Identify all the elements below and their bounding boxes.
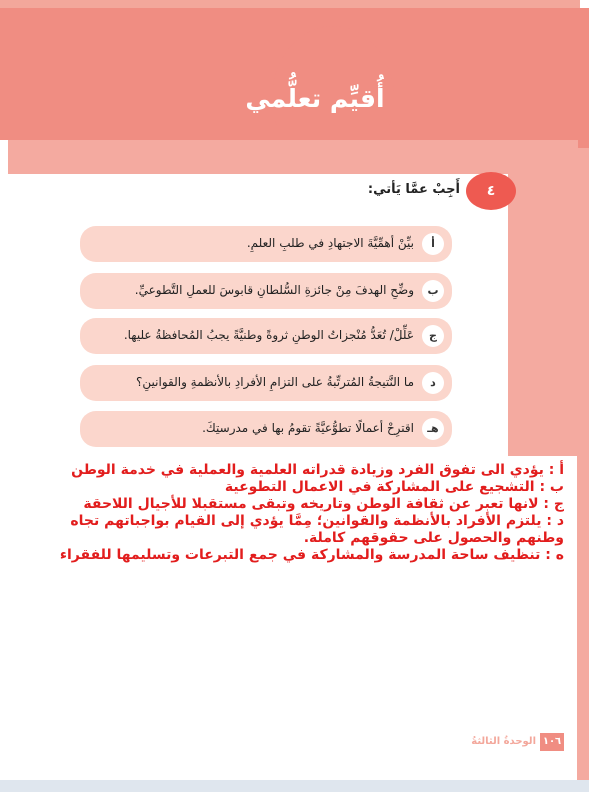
question-item-c [80, 318, 452, 354]
top-band [0, 0, 580, 8]
question-item-e [80, 411, 452, 447]
question-text: وضِّحِ الهدفَ مِنْ جائزةِ السُّلطانِ قابوسَ للعملِ التَّطوعيِّ. [134, 283, 414, 297]
question-text: ما النَّتيجةُ المُترتِّبةُ على التزامِ الأفرادِ بالأنظمةِ والقوانينِ؟ [136, 375, 414, 389]
page-title: أُقيِّم تعلُّمي [245, 84, 385, 113]
question-number-badge: ٤ [466, 172, 516, 210]
answer-a: أ : يؤدي الى تفوق الفرد وزيادة قدراته العلمية والعملية في خدمة الوطن [71, 462, 564, 478]
question-letter: ج [422, 325, 444, 347]
question-text: اقترِحْ أعمالًا تطوُّعيَّةً تقومُ بها في مدرستِكَ. [202, 421, 414, 435]
unit-label: الوحدةُ الثالثةُ [471, 736, 536, 747]
question-item-d [80, 365, 452, 401]
question-prompt: أَجِبْ عمَّا يَأتي: [367, 182, 460, 197]
question-letter: ب [422, 280, 444, 302]
question-text: عَلِّلْ/ تُعَدُّ مُنْجزاتُ الوطنِ ثروةً وطنيَّةً يجبُ المُحافظةُ عليها. [123, 328, 414, 342]
question-letter: هـ [422, 418, 444, 440]
right-edge-strip [577, 8, 589, 780]
answer-d: د : يلتزم الأفراد بالأنظمة والقوانين؛ مِمَّا يؤدي إلى القيام بواجباتهم تجاه وطنهم والحصول على حقوقهم كاملة. [70, 513, 564, 546]
answer-c: ج : لانها تعبر عن ثقافة الوطن وتاريخه وتبقى مستقبلا للأجيال اللاحقة [83, 496, 564, 512]
question-item-a [80, 226, 452, 262]
question-letter: أ [422, 233, 444, 255]
answer-b: ب : التشجيع على المشاركة في الاعمال التطوعية [224, 479, 564, 495]
question-item-b [80, 273, 452, 309]
answer-e: ه : تنظيف ساحة المدرسة والمشاركة في جمع التبرعات وتسليمها للفقراء [59, 547, 564, 563]
page-number: ١٠٦ [540, 733, 564, 751]
handwritten-answers [18, 462, 564, 564]
question-letter: د [422, 372, 444, 394]
question-text: بيِّنْ أهمِّيَّةَ الاجتهادِ في طلبِ العلمِ. [246, 236, 414, 250]
